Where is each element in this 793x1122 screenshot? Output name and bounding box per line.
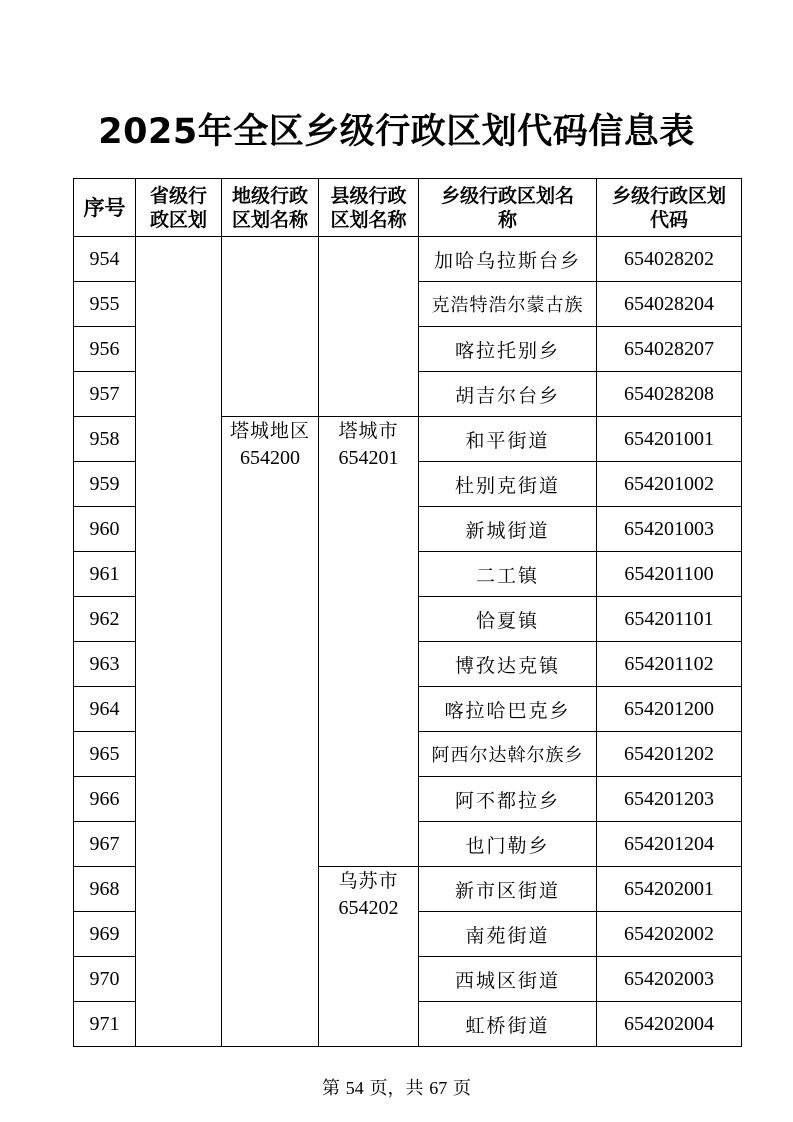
town-name-cell: 博孜达克镇 xyxy=(419,642,597,687)
seq-cell: 957 xyxy=(74,372,136,417)
town-name-cell: 喀拉哈巴克乡 xyxy=(419,687,597,732)
town-code-cell: 654201204 xyxy=(597,822,742,867)
seq-cell: 966 xyxy=(74,777,136,822)
footer-total-pages: 67 xyxy=(429,1078,448,1098)
town-code-cell: 654202001 xyxy=(597,867,742,912)
prefecture-cell xyxy=(222,417,319,1047)
seq-cell: 960 xyxy=(74,507,136,552)
town-code-cell: 654201102 xyxy=(597,642,742,687)
town-code-cell: 654202002 xyxy=(597,912,742,957)
town-code-cell: 654201001 xyxy=(597,417,742,462)
footer-page-number: 54 xyxy=(345,1078,364,1098)
footer-suffix: 页 xyxy=(452,1078,471,1098)
page-footer xyxy=(0,1074,793,1100)
town-name-cell: 也门勒乡 xyxy=(419,822,597,867)
town-name-cell: 二工镇 xyxy=(419,552,597,597)
division-code-table xyxy=(73,178,742,1047)
prefecture-cell-empty xyxy=(222,237,319,417)
seq-cell: 956 xyxy=(74,327,136,372)
town-name-cell: 虹桥街道 xyxy=(419,1002,597,1047)
seq-cell: 954 xyxy=(74,237,136,282)
town-code-cell: 654201202 xyxy=(597,732,742,777)
town-code-cell: 654201101 xyxy=(597,597,742,642)
header-town-code: 乡级行政区划 代码 xyxy=(597,179,742,237)
town-name-cell: 和平街道 xyxy=(419,417,597,462)
county-cell-wusu xyxy=(319,867,419,1047)
town-name-cell: 加哈乌拉斯台乡 xyxy=(419,237,597,282)
town-name-cell: 恰夏镇 xyxy=(419,597,597,642)
town-code-cell: 654201200 xyxy=(597,687,742,732)
town-code-cell: 654028202 xyxy=(597,237,742,282)
seq-cell: 962 xyxy=(74,597,136,642)
header-province: 省级行 政区划 xyxy=(136,179,222,237)
town-code-cell: 654201203 xyxy=(597,777,742,822)
seq-cell: 964 xyxy=(74,687,136,732)
page-title: 2025年全区乡级行政区划代码信息表 xyxy=(98,112,695,152)
county-code: 654202 xyxy=(338,897,399,919)
town-name-cell: 阿西尔达斡尔族乡 xyxy=(419,732,597,777)
county-code: 654201 xyxy=(338,447,399,469)
seq-cell: 958 xyxy=(74,417,136,462)
town-code-cell: 654201002 xyxy=(597,462,742,507)
town-code-cell: 654028208 xyxy=(597,372,742,417)
header-seq: 序号 xyxy=(74,179,136,237)
province-cell xyxy=(136,237,222,1047)
town-name-cell: 西城区街道 xyxy=(419,957,597,1002)
county-name: 乌苏市 xyxy=(338,870,399,892)
town-name-cell: 胡吉尔台乡 xyxy=(419,372,597,417)
town-code-cell: 654202003 xyxy=(597,957,742,1002)
seq-cell: 968 xyxy=(74,867,136,912)
town-code-cell: 654201003 xyxy=(597,507,742,552)
town-name-cell: 新城街道 xyxy=(419,507,597,552)
town-code-cell: 654028204 xyxy=(597,282,742,327)
town-name-cell: 杜别克街道 xyxy=(419,462,597,507)
county-name: 塔城市 xyxy=(338,420,399,442)
seq-cell: 963 xyxy=(74,642,136,687)
seq-cell: 971 xyxy=(74,1002,136,1047)
table-row xyxy=(74,237,742,282)
header-county: 县级行政 区划名称 xyxy=(319,179,419,237)
prefecture-code: 654200 xyxy=(240,447,300,469)
footer-prefix: 第 xyxy=(322,1078,341,1098)
town-name-cell: 喀拉托别乡 xyxy=(419,327,597,372)
town-code-cell: 654201100 xyxy=(597,552,742,597)
table-header-row xyxy=(74,179,742,237)
footer-middle: 页，共 xyxy=(369,1078,424,1098)
seq-cell: 969 xyxy=(74,912,136,957)
seq-cell: 959 xyxy=(74,462,136,507)
seq-cell: 970 xyxy=(74,957,136,1002)
seq-cell: 967 xyxy=(74,822,136,867)
town-code-cell: 654028207 xyxy=(597,327,742,372)
county-cell-empty xyxy=(319,237,419,417)
town-name-cell: 南苑街道 xyxy=(419,912,597,957)
seq-cell: 961 xyxy=(74,552,136,597)
seq-cell: 955 xyxy=(74,282,136,327)
header-town-name: 乡级行政区划名 称 xyxy=(419,179,597,237)
seq-cell: 965 xyxy=(74,732,136,777)
town-name-cell: 新市区街道 xyxy=(419,867,597,912)
town-name-cell: 阿不都拉乡 xyxy=(419,777,597,822)
town-name-cell: 克浩特浩尔蒙古族 xyxy=(419,282,597,327)
county-cell-tacheng xyxy=(319,417,419,867)
header-prefecture: 地级行政 区划名称 xyxy=(222,179,319,237)
town-code-cell: 654202004 xyxy=(597,1002,742,1047)
prefecture-name: 塔城地区 xyxy=(229,420,310,442)
